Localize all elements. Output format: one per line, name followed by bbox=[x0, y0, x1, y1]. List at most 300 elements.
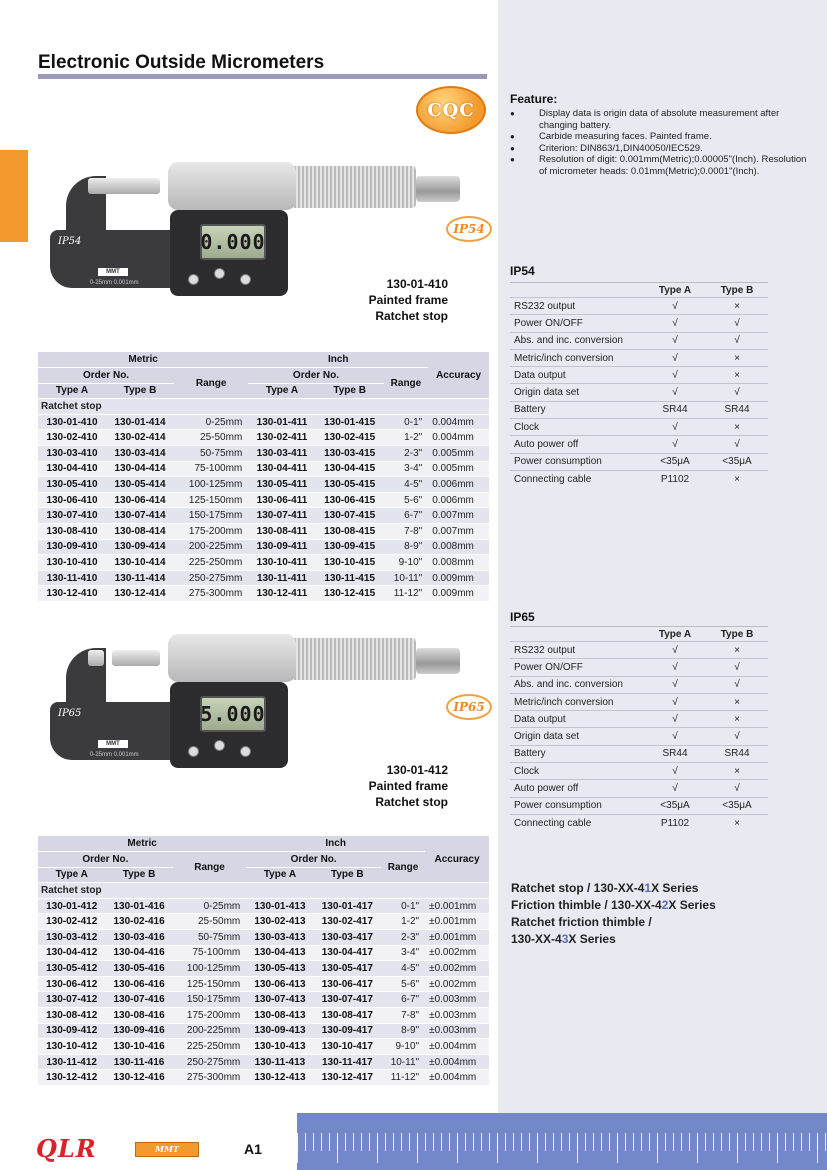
caption-model: 130-01-412 bbox=[386, 763, 448, 777]
feature-value: √ bbox=[706, 780, 768, 797]
ip65-title: IP65 bbox=[510, 610, 535, 624]
product1-caption bbox=[369, 276, 448, 324]
table-cell: ±0.002mm bbox=[425, 961, 489, 977]
series-line-1: Ratchet stop / 130-XX-41X Series bbox=[511, 881, 699, 895]
table-cell: ±0.004mm bbox=[425, 1054, 489, 1070]
feature-row bbox=[510, 436, 768, 453]
feature-value: √ bbox=[706, 436, 768, 453]
scale-text: 0-25mm 0.001mm bbox=[90, 752, 139, 758]
table-cell: 130-09-414 bbox=[106, 539, 174, 555]
table-cell: 130-07-414 bbox=[106, 508, 174, 524]
table-cell: 0.007mm bbox=[428, 508, 489, 524]
feature-item: ● Carbide measuring faces. Painted frame. bbox=[510, 131, 810, 143]
table-cell: 130-09-413 bbox=[246, 1023, 313, 1039]
feature-value: <35μA bbox=[706, 797, 768, 814]
table-cell: 130-07-417 bbox=[314, 992, 381, 1008]
table-cell: 130-10-413 bbox=[246, 1039, 313, 1055]
table-cell: 130-04-417 bbox=[314, 945, 381, 961]
range-header: Range bbox=[174, 368, 248, 399]
brand-plate: MMT bbox=[98, 740, 128, 748]
table-row bbox=[38, 945, 489, 961]
table-row bbox=[38, 1054, 489, 1070]
feature-value: √ bbox=[644, 332, 706, 349]
table-cell: 130-04-414 bbox=[106, 461, 174, 477]
ip-mark: IP54 bbox=[58, 236, 82, 247]
metric-header: Metric bbox=[38, 352, 248, 368]
table-cell: 130-03-411 bbox=[248, 446, 315, 462]
table-cell: 11-12" bbox=[381, 1070, 425, 1086]
caption-model: 130-01-410 bbox=[386, 277, 448, 291]
title-rule bbox=[38, 74, 487, 79]
feature-name: Metric/inch conversion bbox=[510, 693, 644, 710]
table-cell: 0.006mm bbox=[428, 477, 489, 493]
table-row bbox=[38, 461, 489, 477]
feature-name: Power ON/OFF bbox=[510, 659, 644, 676]
table-cell: 130-06-411 bbox=[248, 492, 315, 508]
feature-item: ● Display data is origin data of absolute measurement after changing battery. bbox=[510, 108, 810, 131]
table-cell: 275-300mm bbox=[174, 586, 248, 602]
qlr-logo: QLR bbox=[36, 1134, 97, 1163]
order-no-header: Order No. bbox=[38, 852, 173, 868]
table-row bbox=[38, 524, 489, 540]
feature-row bbox=[510, 401, 768, 418]
ip54-table bbox=[510, 282, 768, 488]
feature-name: Abs. and inc. conversion bbox=[510, 332, 644, 349]
table-cell: 130-07-415 bbox=[316, 508, 384, 524]
table-cell: 130-04-412 bbox=[38, 945, 105, 961]
feature-name: Battery bbox=[510, 745, 644, 762]
table-cell: 5-6" bbox=[384, 492, 429, 508]
feature-value: √ bbox=[706, 332, 768, 349]
table-cell: 130-11-412 bbox=[38, 1054, 105, 1070]
feature-name: Power consumption bbox=[510, 453, 644, 470]
type-a-header: Type A bbox=[246, 867, 313, 883]
feature-value: √ bbox=[644, 676, 706, 693]
table-cell: 130-06-414 bbox=[106, 492, 174, 508]
ip54-title: IP54 bbox=[510, 264, 535, 278]
table-cell: 130-04-415 bbox=[316, 461, 384, 477]
table-cell: 130-08-413 bbox=[246, 1008, 313, 1024]
table-cell: 4-5" bbox=[381, 961, 425, 977]
range-header: Range bbox=[384, 368, 429, 399]
feature-value: √ bbox=[644, 349, 706, 366]
table-cell: 5-6" bbox=[381, 976, 425, 992]
feature-row bbox=[510, 470, 768, 487]
feature-value: √ bbox=[644, 763, 706, 780]
micrometer-image-2 bbox=[48, 630, 468, 770]
feature-name: Clock bbox=[510, 419, 644, 436]
table-cell: 10-11" bbox=[384, 570, 429, 586]
table-cell: 1-2" bbox=[381, 914, 425, 930]
section-label: Ratchet stop bbox=[38, 883, 489, 899]
table-cell: 130-09-417 bbox=[314, 1023, 381, 1039]
type-b-header: Type B bbox=[316, 383, 384, 399]
order-no-header: Order No. bbox=[38, 368, 174, 384]
table-cell: 130-04-411 bbox=[248, 461, 315, 477]
feature-row bbox=[510, 693, 768, 710]
product2-caption bbox=[369, 762, 448, 810]
table-cell: 0-1" bbox=[381, 898, 425, 914]
feature-name: Metric/inch conversion bbox=[510, 349, 644, 366]
table-cell: 75-100mm bbox=[174, 461, 248, 477]
table-cell: 130-05-410 bbox=[38, 477, 106, 493]
ip65-badge: IP65 bbox=[446, 694, 492, 720]
lcd-display: 0.000 bbox=[200, 224, 266, 260]
lcd-display: 5.000 bbox=[200, 696, 266, 732]
table-cell: 130-10-411 bbox=[248, 555, 315, 571]
feature-value: √ bbox=[644, 298, 706, 315]
feature-row bbox=[510, 711, 768, 728]
type-a-header: Type A bbox=[644, 627, 706, 642]
table-cell: 130-05-415 bbox=[316, 477, 384, 493]
feature-row bbox=[510, 332, 768, 349]
feature-value: <35μA bbox=[706, 453, 768, 470]
feature-value: √ bbox=[644, 384, 706, 401]
type-a-header: Type A bbox=[644, 283, 706, 298]
table-cell: 130-07-410 bbox=[38, 508, 106, 524]
table-cell: 130-07-411 bbox=[248, 508, 315, 524]
feature-value: √ bbox=[706, 676, 768, 693]
table-cell: 130-02-414 bbox=[106, 430, 174, 446]
page-number: A1 bbox=[244, 1141, 262, 1157]
feature-value: SR44 bbox=[644, 745, 706, 762]
table-cell: 130-06-412 bbox=[38, 976, 105, 992]
table-cell: 130-10-416 bbox=[105, 1039, 172, 1055]
accuracy-header: Accuracy bbox=[425, 836, 489, 883]
table-cell: 130-08-411 bbox=[248, 524, 315, 540]
table-cell: 130-03-414 bbox=[106, 446, 174, 462]
feature-row bbox=[510, 676, 768, 693]
table-cell: 130-02-416 bbox=[105, 914, 172, 930]
ruler-graphic bbox=[297, 1113, 827, 1170]
feature-value: <35μA bbox=[644, 453, 706, 470]
table-cell: ±0.004mm bbox=[425, 1070, 489, 1086]
feature-row bbox=[510, 349, 768, 366]
inch-header: Inch bbox=[246, 836, 425, 852]
table-cell: 130-11-416 bbox=[105, 1054, 172, 1070]
feature-row bbox=[510, 419, 768, 436]
range-header: Range bbox=[381, 852, 425, 883]
table-cell: 130-02-415 bbox=[316, 430, 384, 446]
table-row bbox=[38, 992, 489, 1008]
table-cell: 130-03-417 bbox=[314, 930, 381, 946]
table-cell: 130-12-417 bbox=[314, 1070, 381, 1086]
table-cell: 0-25mm bbox=[173, 898, 247, 914]
unit-button bbox=[240, 274, 251, 285]
feature-value: √ bbox=[644, 367, 706, 384]
table-cell: 130-10-410 bbox=[38, 555, 106, 571]
feature-name: Auto power off bbox=[510, 780, 644, 797]
table-cell: 130-12-416 bbox=[105, 1070, 172, 1086]
table-cell: 200-225mm bbox=[173, 1023, 247, 1039]
table-cell: 1-2" bbox=[384, 430, 429, 446]
table-cell: 150-175mm bbox=[174, 508, 248, 524]
feature-value: √ bbox=[706, 728, 768, 745]
feature-row bbox=[510, 797, 768, 814]
table-cell: 130-09-410 bbox=[38, 539, 106, 555]
table-cell: 130-09-416 bbox=[105, 1023, 172, 1039]
table-cell: 0.008mm bbox=[428, 555, 489, 571]
table-row bbox=[38, 1008, 489, 1024]
feature-value: P1102 bbox=[644, 814, 706, 831]
feature-name: Power consumption bbox=[510, 797, 644, 814]
table-cell: 130-12-415 bbox=[316, 586, 384, 602]
feature-value: × bbox=[706, 642, 768, 659]
table-cell: 130-02-413 bbox=[246, 914, 313, 930]
table-cell: ±0.001mm bbox=[425, 914, 489, 930]
table-cell: 130-11-410 bbox=[38, 570, 106, 586]
feature-value: √ bbox=[644, 780, 706, 797]
table-cell: 130-08-412 bbox=[38, 1008, 105, 1024]
table-cell: 130-12-413 bbox=[246, 1070, 313, 1086]
table-cell: ±0.002mm bbox=[425, 945, 489, 961]
table-cell: 100-125mm bbox=[174, 477, 248, 493]
table-cell: 130-01-414 bbox=[106, 414, 174, 430]
accuracy-header: Accuracy bbox=[428, 352, 489, 399]
feature-row bbox=[510, 728, 768, 745]
table-cell: 9-10" bbox=[384, 555, 429, 571]
table-cell: 3-4" bbox=[384, 461, 429, 477]
table-cell: 130-02-417 bbox=[314, 914, 381, 930]
feature-value: √ bbox=[644, 728, 706, 745]
table-cell: 130-11-415 bbox=[316, 570, 384, 586]
table-cell: 175-200mm bbox=[173, 1008, 247, 1024]
order-no-header: Order No. bbox=[246, 852, 381, 868]
range-header: Range bbox=[173, 852, 247, 883]
table-cell: 130-08-414 bbox=[106, 524, 174, 540]
ip65-table bbox=[510, 626, 768, 832]
type-a-header: Type A bbox=[248, 383, 315, 399]
table-row bbox=[38, 1070, 489, 1086]
table-cell: 130-10-414 bbox=[106, 555, 174, 571]
table-cell: 2-3" bbox=[381, 930, 425, 946]
series-line-3: Ratchet friction thimble / bbox=[511, 915, 652, 929]
table-cell: 250-275mm bbox=[174, 570, 248, 586]
table-cell: 130-12-410 bbox=[38, 586, 106, 602]
table-cell: ±0.001mm bbox=[425, 930, 489, 946]
feature-row bbox=[510, 453, 768, 470]
table-cell: 0.004mm bbox=[428, 430, 489, 446]
table-cell: 0.004mm bbox=[428, 414, 489, 430]
table-cell: 130-04-416 bbox=[105, 945, 172, 961]
feature-value: √ bbox=[644, 642, 706, 659]
feature-value: × bbox=[706, 349, 768, 366]
page-title: Electronic Outside Micrometers bbox=[38, 52, 325, 73]
feature-value: × bbox=[706, 470, 768, 487]
table-cell: 200-225mm bbox=[174, 539, 248, 555]
series-line-4: 130-XX-43X Series bbox=[511, 932, 616, 946]
table-cell: 130-08-410 bbox=[38, 524, 106, 540]
feature-item: ● Resolution of digit: 0.001mm(Metric);0.00005"(Inch). Resolution of micrometer heads: 0.01mm(Metric);0.0001"(Inch). bbox=[510, 154, 810, 177]
table-cell: 0.006mm bbox=[428, 492, 489, 508]
table-cell: 130-10-412 bbox=[38, 1039, 105, 1055]
feature-row bbox=[510, 298, 768, 315]
table-cell: 125-150mm bbox=[173, 976, 247, 992]
table-row bbox=[38, 446, 489, 462]
feature-name: Abs. and inc. conversion bbox=[510, 676, 644, 693]
table-cell: 130-01-413 bbox=[246, 898, 313, 914]
metric-header: Metric bbox=[38, 836, 246, 852]
type-b-header: Type B bbox=[106, 383, 174, 399]
section-tab bbox=[0, 150, 28, 242]
table-cell: 130-05-412 bbox=[38, 961, 105, 977]
table-cell: 7-8" bbox=[384, 524, 429, 540]
feature-value: √ bbox=[706, 315, 768, 332]
table-cell: 130-09-415 bbox=[316, 539, 384, 555]
table-cell: 6-7" bbox=[381, 992, 425, 1008]
feature-name: Data output bbox=[510, 367, 644, 384]
table-cell: 130-05-413 bbox=[246, 961, 313, 977]
table-cell: 7-8" bbox=[381, 1008, 425, 1024]
table-cell: 0.008mm bbox=[428, 539, 489, 555]
feature-value: × bbox=[706, 763, 768, 780]
feature-value: √ bbox=[644, 315, 706, 332]
table-row bbox=[38, 508, 489, 524]
table-row bbox=[38, 414, 489, 430]
table-cell: 130-02-411 bbox=[248, 430, 315, 446]
table-cell: 130-02-410 bbox=[38, 430, 106, 446]
table-cell: 275-300mm bbox=[173, 1070, 247, 1086]
power-button bbox=[188, 746, 199, 757]
feature-value: × bbox=[706, 711, 768, 728]
table-cell: ±0.004mm bbox=[425, 1039, 489, 1055]
table-cell: 130-01-410 bbox=[38, 414, 106, 430]
mmt-logo: MMT bbox=[135, 1142, 199, 1157]
table-cell: 0.007mm bbox=[428, 524, 489, 540]
type-a-header: Type A bbox=[38, 383, 106, 399]
table-cell: 130-02-412 bbox=[38, 914, 105, 930]
table-cell: 130-05-416 bbox=[105, 961, 172, 977]
table-cell: 11-12" bbox=[384, 586, 429, 602]
table-cell: 6-7" bbox=[384, 508, 429, 524]
table-row bbox=[38, 961, 489, 977]
caption-stop: Ratchet stop bbox=[375, 309, 448, 323]
table-row bbox=[38, 976, 489, 992]
table-cell: 130-05-411 bbox=[248, 477, 315, 493]
table-cell: 130-09-411 bbox=[248, 539, 315, 555]
table-cell: 130-08-415 bbox=[316, 524, 384, 540]
spec-table-2 bbox=[38, 836, 489, 1086]
table-cell: 25-50mm bbox=[173, 914, 247, 930]
table-cell: 100-125mm bbox=[173, 961, 247, 977]
series-text bbox=[511, 880, 716, 948]
table-cell: 130-11-411 bbox=[248, 570, 315, 586]
table-row bbox=[38, 914, 489, 930]
feature-row bbox=[510, 315, 768, 332]
power-button bbox=[188, 274, 199, 285]
table-cell: 2-3" bbox=[384, 446, 429, 462]
table-cell: 130-03-410 bbox=[38, 446, 106, 462]
feature-value: √ bbox=[706, 384, 768, 401]
feature-row bbox=[510, 745, 768, 762]
table-cell: 130-07-413 bbox=[246, 992, 313, 1008]
ip-mark: IP65 bbox=[58, 708, 82, 719]
table-row bbox=[38, 1039, 489, 1055]
section-label: Ratchet stop bbox=[38, 399, 489, 415]
table-cell: 4-5" bbox=[384, 477, 429, 493]
table-cell: ±0.001mm bbox=[425, 898, 489, 914]
feature-name: RS232 output bbox=[510, 642, 644, 659]
scale-text: 0-25mm 0.001mm bbox=[90, 280, 139, 286]
abs-inc-button bbox=[214, 268, 225, 279]
feature-name: Auto power off bbox=[510, 436, 644, 453]
feature-value: √ bbox=[644, 693, 706, 710]
table-cell: 130-12-414 bbox=[106, 586, 174, 602]
table-cell: 250-275mm bbox=[173, 1054, 247, 1070]
table-cell: 130-05-414 bbox=[106, 477, 174, 493]
table-cell: 9-10" bbox=[381, 1039, 425, 1055]
feature-value: × bbox=[706, 419, 768, 436]
table-cell: 75-100mm bbox=[173, 945, 247, 961]
feature-value: × bbox=[706, 693, 768, 710]
feature-value: √ bbox=[644, 659, 706, 676]
type-b-header: Type B bbox=[105, 867, 172, 883]
table-row bbox=[38, 1023, 489, 1039]
caption-frame: Painted frame bbox=[368, 779, 448, 793]
type-b-header: Type B bbox=[706, 283, 768, 298]
table-cell: 8-9" bbox=[384, 539, 429, 555]
feature-name: Power ON/OFF bbox=[510, 315, 644, 332]
table-cell: 130-03-415 bbox=[316, 446, 384, 462]
table-row bbox=[38, 477, 489, 493]
table-cell: ±0.003mm bbox=[425, 1023, 489, 1039]
feature-name: Origin data set bbox=[510, 728, 644, 745]
feature-name: Connecting cable bbox=[510, 814, 644, 831]
table-cell: 50-75mm bbox=[174, 446, 248, 462]
table-cell: 0.005mm bbox=[428, 461, 489, 477]
table-cell: 0.005mm bbox=[428, 446, 489, 462]
table-cell: 130-05-417 bbox=[314, 961, 381, 977]
feature-list bbox=[510, 108, 810, 177]
feature-value: × bbox=[706, 367, 768, 384]
feature-name: Origin data set bbox=[510, 384, 644, 401]
feature-row bbox=[510, 642, 768, 659]
table-cell: 130-03-416 bbox=[105, 930, 172, 946]
table-cell: 130-04-410 bbox=[38, 461, 106, 477]
table-row bbox=[38, 492, 489, 508]
table-cell: 0-1" bbox=[384, 414, 429, 430]
feature-value: SR44 bbox=[644, 401, 706, 418]
feature-name: Clock bbox=[510, 763, 644, 780]
table-cell: 225-250mm bbox=[173, 1039, 247, 1055]
table-cell: 175-200mm bbox=[174, 524, 248, 540]
table-cell: 130-11-414 bbox=[106, 570, 174, 586]
ip54-badge: IP54 bbox=[446, 216, 492, 242]
table-cell: 130-12-412 bbox=[38, 1070, 105, 1086]
type-a-header: Type A bbox=[38, 867, 105, 883]
feature-value: √ bbox=[644, 436, 706, 453]
table-row bbox=[38, 930, 489, 946]
feature-value: × bbox=[706, 298, 768, 315]
table-cell: 25-50mm bbox=[174, 430, 248, 446]
abs-inc-button bbox=[214, 740, 225, 751]
feature-value: √ bbox=[644, 419, 706, 436]
feature-row bbox=[510, 780, 768, 797]
feature-value: <35μA bbox=[644, 797, 706, 814]
table-cell: 225-250mm bbox=[174, 555, 248, 571]
table-cell: 125-150mm bbox=[174, 492, 248, 508]
caption-frame: Painted frame bbox=[368, 293, 448, 307]
feature-name: Connecting cable bbox=[510, 470, 644, 487]
table-cell: 130-03-412 bbox=[38, 930, 105, 946]
feature-name: Data output bbox=[510, 711, 644, 728]
table-cell: 3-4" bbox=[381, 945, 425, 961]
table-cell: 130-04-413 bbox=[246, 945, 313, 961]
spec-table-1 bbox=[38, 352, 489, 602]
series-line-2: Friction thimble / 130-XX-42X Series bbox=[511, 898, 716, 912]
feature-name: Battery bbox=[510, 401, 644, 418]
table-cell: 0.009mm bbox=[428, 586, 489, 602]
